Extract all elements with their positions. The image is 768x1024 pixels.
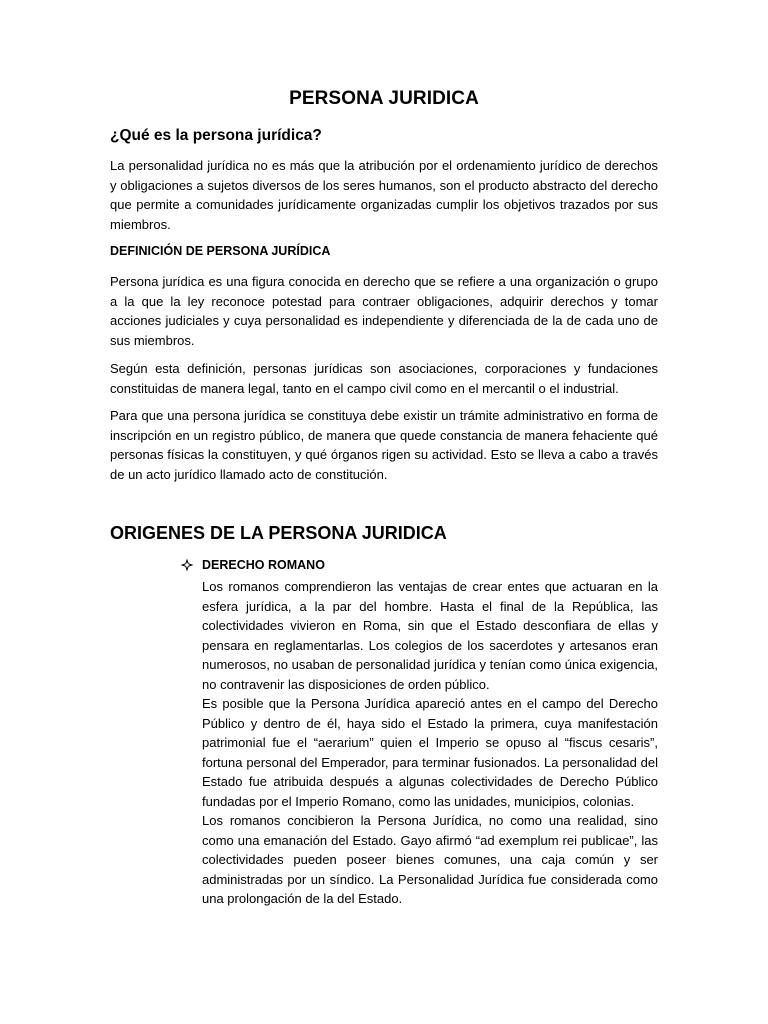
section-heading-que-es: ¿Qué es la persona jurídica? <box>110 127 322 144</box>
paragraph-romano-2: Es posible que la Persona Jurídica apareció antes en el campo del Derecho Público y dentro de él, haya sido el Estado la primera, cuya manifestación patrimonial fue el “aerarium” quien el Imperio se opuso al “fiscus cesaris”, fortuna personal del Emperador, para terminar fusionados. La personalidad del Estado fue atribuida después a algunas colectividades de Derecho Público fundadas por el Imperio Romano, como las unidades, municipios, colonias. <box>202 696 658 809</box>
paragraph-definicion-3: Para que una persona jurídica se constituya debe existir un trámite administrativo en forma de inscripción en un registro público, de manera que quede constancia de manera fehaciente qué personas físicas la constituyen, y qué órganos rigen su actividad. Esto se lleva a cabo a través de un acto jurídico llamado acto de constitución. <box>110 408 658 482</box>
paragraph-romano-3: Los romanos concibieron la Persona Jurídica, no como una realidad, sino como una emanación del Estado. Gayo afirmó “ad exemplum rei publicae”, las colectividades pueden poseer bienes comunes, una caja común y ser administradas por un síndico. La Personalidad Jurídica fue considerada como una prolongación de la del Estado. <box>202 813 658 906</box>
bullet-body <box>202 577 658 909</box>
section-heading-origenes: ORIGENES DE LA PERSONA JURIDICA <box>110 523 447 543</box>
section-heading-definicion: DEFINICIÓN DE PERSONA JURÍDICA <box>110 244 331 258</box>
paragraph-definicion-1: Persona jurídica es una figura conocida en derecho que se refiere a una organización o grupo a la que la ley reconoce potestad para contraer obligaciones, adquirir derechos y tomar acciones judiciales y cuya personalidad es independiente y diferenciada de la de cada uno de sus miembros. <box>110 274 658 348</box>
paragraph-romano-1: Los romanos comprendieron las ventajas de crear entes que actuaran en la esfera jurídica, a la par del hombre. Hasta el final de la República, las colectividades vivieron en Roma, sin que el Estado desconfiara de ellas y pensara en reglamentarlas. Los colegios de los sacerdotes y artesanos eran numerosos, no usaban de personalidad jurídica y tenían como única exigencia, no contravenir las disposiciones de orden público. <box>202 579 659 692</box>
page-title: PERSONA JURIDICA <box>289 88 479 109</box>
diamond-bullet-icon <box>180 558 194 572</box>
bullet-heading: DERECHO ROMANO <box>202 558 325 572</box>
paragraph-definicion-2: Según esta definición, personas jurídicas son asociaciones, corporaciones y fundaciones constituidas de manera legal, tanto en el campo civil como en el mercantil o el industrial. <box>110 361 658 396</box>
paragraph-que-es: La personalidad jurídica no es más que la atribución por el ordenamiento jurídico de derechos y obligaciones a sujetos diversos de los seres humanos, son el producto abstracto del derecho que permite a comunidades jurídicamente organizadas cumplir los objetivos trazados por sus miembros. <box>110 158 658 232</box>
